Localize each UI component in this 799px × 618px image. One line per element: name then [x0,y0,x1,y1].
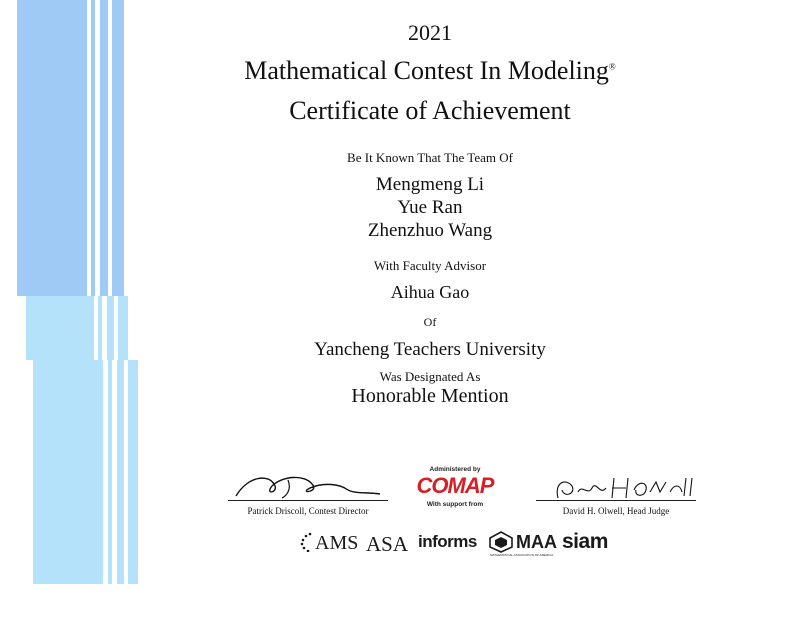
asa-logo: ASA [366,532,409,556]
team-member: Mengmeng Li [375,174,485,195]
ams-logo: AMS [315,532,359,554]
advisor-intro: With Faculty Advisor [373,258,487,273]
advisor-name: Aihua Gao [390,282,470,302]
director-signature [228,470,388,502]
institution-name: Yancheng Teachers University [314,339,546,360]
siam-logo: siam [562,530,608,553]
comap-logo: COMAP [416,473,494,498]
of-label: Of [423,315,437,329]
ams-logo-icon [300,532,314,552]
certificate [160,0,700,618]
informs-logo: informs [418,532,477,551]
administered-by-label: Administered by [429,466,481,473]
contest-name: Mathematical Contest In Modeling® [244,56,616,85]
judge-signature-block [536,470,696,516]
registered-mark: ® [608,61,616,72]
maa-logo-icon [489,531,513,553]
designated-label: Was Designated As [379,369,481,384]
director-signature-block [228,470,388,516]
judge-name: David H. Olwell, Head Judge [562,506,670,516]
comap-block [410,466,500,508]
team-intro: Be It Known That The Team Of [347,150,513,165]
maa-logo: MAA [516,532,557,552]
sponsor-logos [300,528,660,558]
certificate-title: Certificate of Achievement [289,96,571,125]
team-member: Yue Ran [397,197,463,218]
team-member: Zhenzhuo Wang [367,220,493,241]
director-name: Patrick Driscoll, Contest Director [247,506,369,516]
contest-year: 2021 [408,20,452,45]
support-label: With support from [426,501,484,508]
decorative-stripes [0,0,140,618]
maa-subtitle: MATHEMATICAL ASSOCIATION OF AMERICA [490,553,554,557]
judge-signature [536,470,696,502]
designation: Honorable Mention [351,385,509,407]
